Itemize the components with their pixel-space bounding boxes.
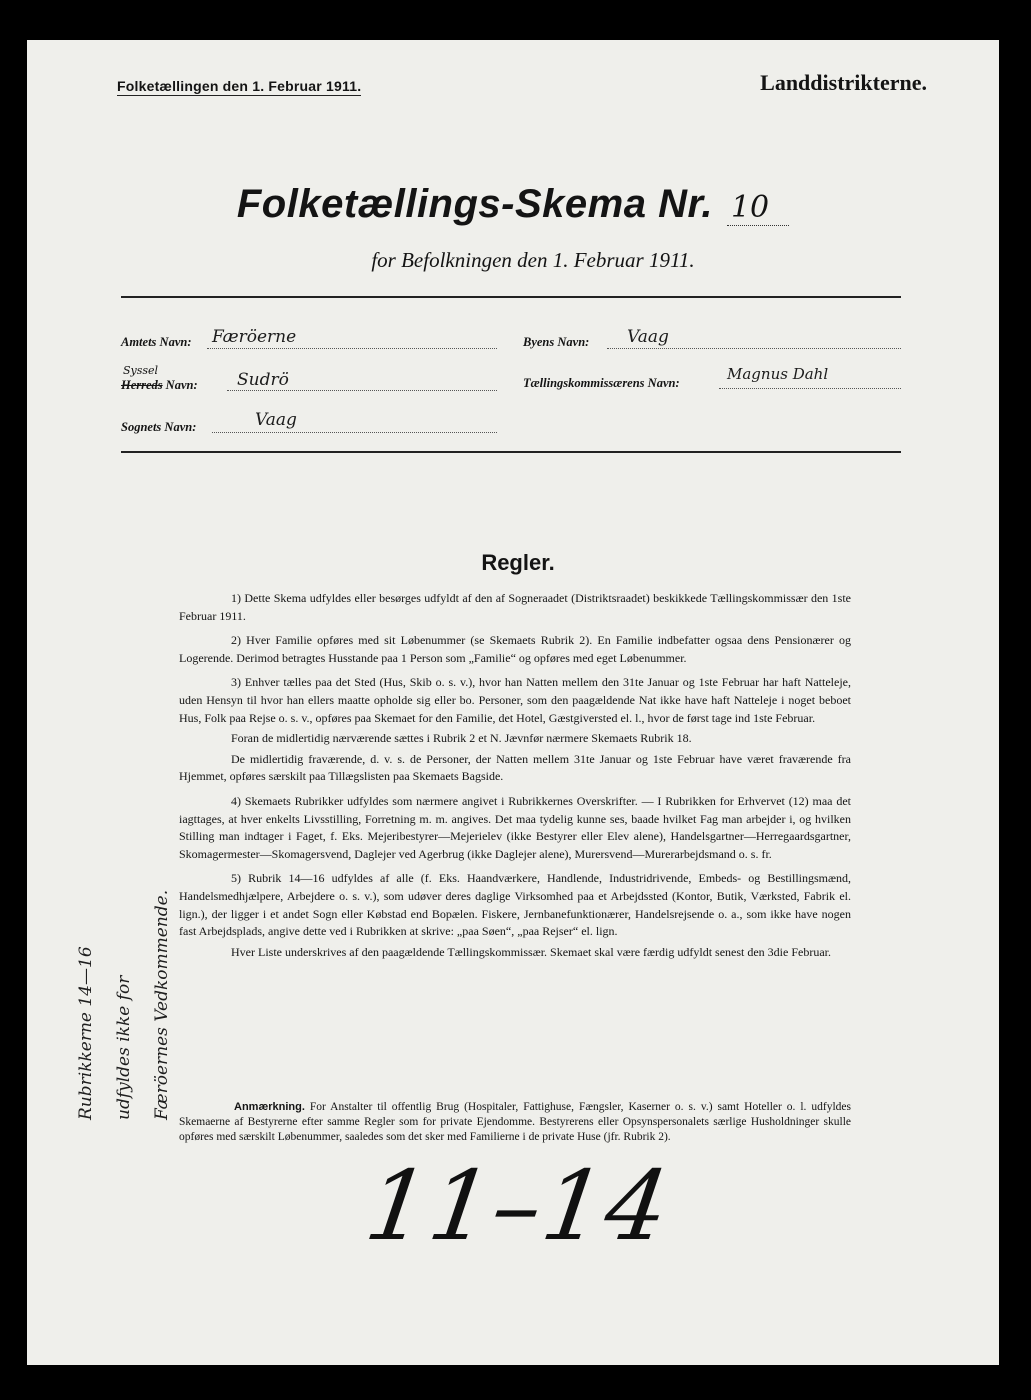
field-herred-label-struck: Herreds bbox=[121, 378, 163, 392]
bottom-divider bbox=[121, 451, 901, 453]
field-sogn-value: Vaag bbox=[255, 410, 297, 430]
rule-paragraph-5: 5) Rubrik 14—16 udfyldes af alle (f. Eks. Haandværkere, Handlende, Industridrivende, Embeds- og Bestillingsmænd, Handelsmedhjælpere, Arbejdere o. s. v.), som udøver deres daglige Virksomhed paa et Arbejdssted (Kontor, Butik, Værksted, Fabrik el. lign.), der ligger i et andet Sogn eller Købstad end Bopælen. Fiskere, Jernbanefunktionærer, Handelsrejsende o. a., som ikke have nogen fast Arbejdsplads, angive dette ved i Rubrikken at skrive: „paa Søen“, „paa Rejser“ el. lign. bbox=[179, 871, 851, 939]
side-note-line-1: Rubrikkerne 14—16 bbox=[76, 946, 96, 1120]
side-note-line-2: udfyldes ikke for bbox=[114, 975, 134, 1120]
form-number: 10 bbox=[727, 190, 789, 226]
field-kommissaer-value: Magnus Dahl bbox=[727, 365, 829, 383]
field-amt-line bbox=[207, 348, 497, 349]
form-title bbox=[27, 182, 999, 227]
field-amt-label: Amtets Navn: bbox=[121, 335, 192, 349]
field-kommissaer-line bbox=[719, 388, 901, 389]
rule-paragraph-2: 2) Hver Familie opføres med sit Løbenummer (se Skemaets Rubrik 2). En Familie indbefatter ogsaa dens Pensionærer og Logerende. Derimod betragtes Husstande paa 1 Person som „Familie“ og opføres med eget Løbenummer. bbox=[179, 633, 851, 665]
field-herred-correction: Syssel bbox=[123, 364, 159, 377]
handwritten-side-note bbox=[67, 890, 181, 1120]
rule-paragraph-3b: Foran de midlertidig nærværende sættes i Rubrik 2 et N. Jævnfør nærmere Skemaets Rubrik 18. bbox=[231, 731, 692, 746]
top-divider bbox=[121, 296, 901, 298]
rule-paragraph-4: 4) Skemaets Rubrikker udfyldes som nærmere angivet i Rubrikkernes Overskrifter. — I Rubrikken for Erhvervet (12) maa det iagttages, at hver enkelts Livsstilling, Forretning m. m. angives. Det maa tydelig kunne ses, baade hvilket Fag man arbejder i, og hvilken Stilling man indtager i Faget, f. Eks. Mejeribestyrer—Mejerielev (ikke Bestyrer eller Elev alene), Handelsgartner—Herregaardsgartner, Skomagermester—Skomagersvend, Daglejer ved Agerbrug (ikke Daglejer alene), Murersvend—Murerarbejdsmand o. s. fr. bbox=[179, 793, 851, 861]
footnote bbox=[179, 1100, 851, 1145]
form-title-text: Folketællings-Skema Nr. bbox=[236, 182, 713, 226]
census-date-label: Folketællingen den 1. Februar 1911. bbox=[117, 78, 362, 94]
field-herred-line bbox=[227, 390, 497, 391]
field-amt bbox=[121, 333, 191, 351]
field-sogn bbox=[121, 418, 196, 436]
side-note-line-3: Færöernes Vedkommende. bbox=[152, 889, 172, 1120]
rules-body bbox=[179, 590, 851, 968]
rule-paragraph-3: 3) Enhver tælles paa det Sted (Hus, Skib o. s. v.), hvor han Natten mellem den 31te Januar og 1ste Februar har haft Natteleje, uden Hensyn til hvor han ellers maatte opholde sig eller bo. Personer, som den paagældende Nat ikke have haft Natteleje i noget beboet Hus, Folk paa Rejse o. s. v., opføres paa Skemaet for den Familie, det Hotel, Gæstgiversted el. l., hvor de først tage ind 1ste Februar. bbox=[179, 675, 851, 725]
field-herred-label: Navn: bbox=[165, 378, 198, 392]
district-type-label: Landdistrikterne. bbox=[760, 70, 927, 95]
footnote-label: Anmærkning. bbox=[234, 1101, 305, 1113]
rule-paragraph-5b: Hver Liste underskrives af den paagældende Tællingskommissær. Skemaet skal være færdig udfyldt senest den 3die Februar. bbox=[231, 944, 831, 959]
handwritten-reference-number: 11–14 bbox=[359, 1150, 678, 1262]
field-herred-value: Sudrö bbox=[237, 370, 289, 390]
rule-paragraph-3c: De midlertidig fraværende, d. v. s. de Personer, der Natten mellem 31te Januar og 1ste Februar have været fraværende fra Hjemmet, opføres særskilt paa Tillægslisten paa Skemaets Bagside. bbox=[179, 751, 851, 784]
field-by-line bbox=[607, 348, 901, 349]
footnote-text: For Anstalter til offentlig Brug (Hospitaler, Fattighuse, Fængsler, Kaserner o. s. v.) samt Hoteller o. l. udfyldes Skemaerne af Bestyrerne efter samme Regler som for private Ejendomme. Bestyrerens eller Opsynspersonalets særlige Husholdninger skulle opføres med særskilt Løbenummer, saaledes som det sker med Familierne i de private Huse (jfr. Rubrik 2). bbox=[179, 1101, 851, 1143]
field-kommissaer bbox=[523, 374, 680, 392]
field-by-label: Byens Navn: bbox=[523, 335, 590, 349]
field-amt-value: Færöerne bbox=[212, 327, 297, 347]
census-form-sheet bbox=[27, 40, 999, 1365]
field-herred bbox=[121, 364, 198, 394]
field-sogn-line bbox=[212, 432, 497, 433]
field-by bbox=[523, 333, 589, 351]
rules-heading: Regler. bbox=[481, 550, 555, 575]
field-kommissaer-label: Tællingskommissærens Navn: bbox=[523, 376, 680, 390]
form-subtitle: for Befolkningen den 1. Februar 1911. bbox=[371, 248, 695, 272]
rule-paragraph-1: 1) Dette Skema udfyldes eller besørges udfyldt af den af Sogneraadet (Distriktsraadet) beskikkede Tællingskommissær den 1ste Februar 1911. bbox=[179, 591, 851, 623]
field-sogn-label: Sognets Navn: bbox=[121, 420, 197, 434]
field-by-value: Vaag bbox=[627, 327, 669, 347]
